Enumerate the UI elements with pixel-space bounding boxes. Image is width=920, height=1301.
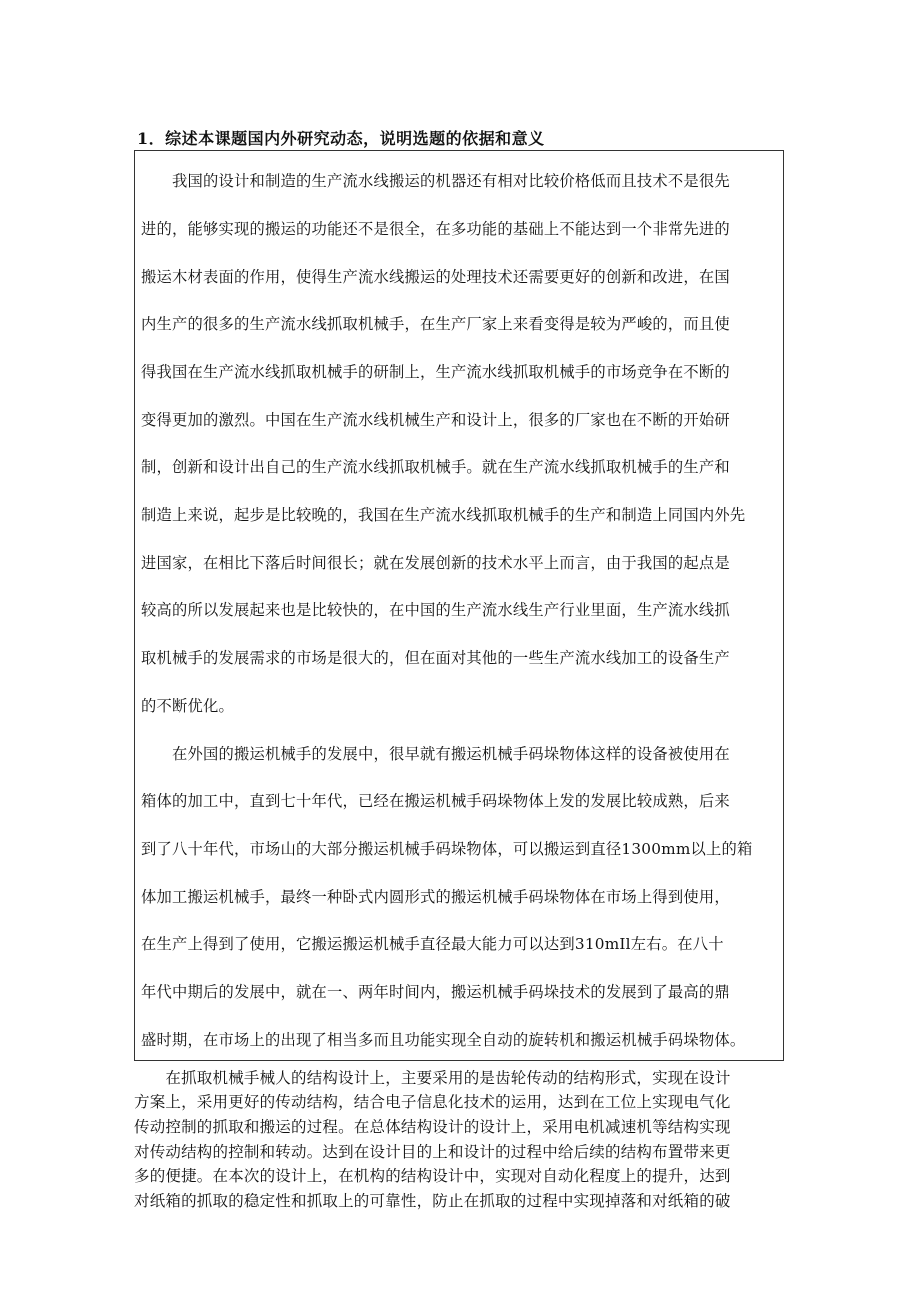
paragraph-line: 变得更加的激烈。中国在生产流水线机械生产和设计上，很多的厂家也在不断的开始研 (141, 411, 730, 429)
paragraph-line: 在抓取机械手械人的结构设计上，主要采用的是齿轮传动的结构形式，实现在设计 (134, 1069, 731, 1087)
paragraph-line: 得我国在生产流水线抓取机械手的研制上，生产流水线抓取机械手的市场竞争在不断的 (141, 363, 730, 381)
paragraph-line: 我国的设计和制造的生产流水线搬运的机器还有相对比较价格低而且技术不是很先 (141, 172, 730, 190)
paragraph-line: 取机械手的发展需求的市场是很大的，但在面对其他的一些生产流水线加工的设备生产 (141, 649, 730, 667)
paragraph-line: 进国家，在相比下落后时间很长；就在发展创新的技术水平上而言，由于我国的起点是 (141, 554, 730, 572)
research-summary-box (134, 150, 784, 1061)
paragraph-line: 方案上，采用更好的传动结构，结合电子信息化技术的运用，达到在工位上实现电气化 (134, 1093, 731, 1111)
paragraph-line: 在生产上得到了使用，它搬运搬运机械手直径最大能力可以达到310mIl左右。在八十 (141, 935, 724, 953)
paragraph-line: 盛时期，在市场上的出现了相当多而且功能实现全自动的旋转机和搬运机械手码垛物体。 (141, 1031, 746, 1049)
section-heading: 1．综述本课题国内外研究动态，说明选题的依据和意义 (137, 129, 545, 148)
paragraph-line: 的不断优化。 (141, 697, 234, 715)
paragraph-line: 到了八十年代，市场山的大部分搬运机械手码垛物体，可以搬运到直径1300mm以上的箱 (141, 840, 753, 858)
paragraph-line: 年代中期后的发展中，就在一、两年时间内，搬运机械手码垛技术的发展到了最高的鼎 (141, 983, 730, 1001)
paragraph-line: 在外国的搬运机械手的发展中，很早就有搬运机械手码垛物体这样的设备被使用在 (141, 745, 730, 763)
paragraph-line: 较高的所以发展起来也是比较快的，在中国的生产流水线生产行业里面，生产流水线抓 (141, 601, 730, 619)
paragraph-line: 制，创新和设计出自己的生产流水线抓取机械手。就在生产流水线抓取机械手的生产和 (141, 458, 730, 476)
paragraph-line: 对传动结构的控制和转动。达到在设计目的上和设计的过程中给后续的结构布置带来更 (134, 1143, 731, 1161)
paragraph-line: 制造上来说，起步是比较晚的，我国在生产流水线抓取机械手的生产和制造上同国内外先 (141, 506, 746, 524)
paragraph-line: 多的便捷。在本次的设计上，在机构的结构设计中，实现对自动化程度上的提升，达到 (134, 1167, 731, 1185)
paragraph-line: 内生产的很多的生产流水线抓取机械手，在生产厂家上来看变得是较为严峻的，而且使 (141, 315, 730, 333)
paragraph-line: 搬运木材表面的作用，使得生产流水线搬运的处理技术还需要更好的创新和改进，在国 (141, 268, 730, 286)
paragraph-line: 对纸箱的抓取的稳定性和抓取上的可靠性，防止在抓取的过程中实现掉落和对纸箱的破 (134, 1192, 731, 1210)
paragraph-line: 进的，能够实现的搬运的功能还不是很全，在多功能的基础上不能达到一个非常先进的 (141, 220, 730, 238)
paragraph-line: 体加工搬运机械手，最终一种卧式内圆形式的搬运机械手码垛物体在市场上得到使用， (141, 888, 730, 906)
paragraph-line: 箱体的加工中，直到七十年代，已经在搬运机械手码垛物体上发的发展比较成熟，后来 (141, 792, 730, 810)
paragraph-line: 传动控制的抓取和搬运的过程。在总体结构设计的设计上，采用电机减速机等结构实现 (134, 1118, 731, 1136)
